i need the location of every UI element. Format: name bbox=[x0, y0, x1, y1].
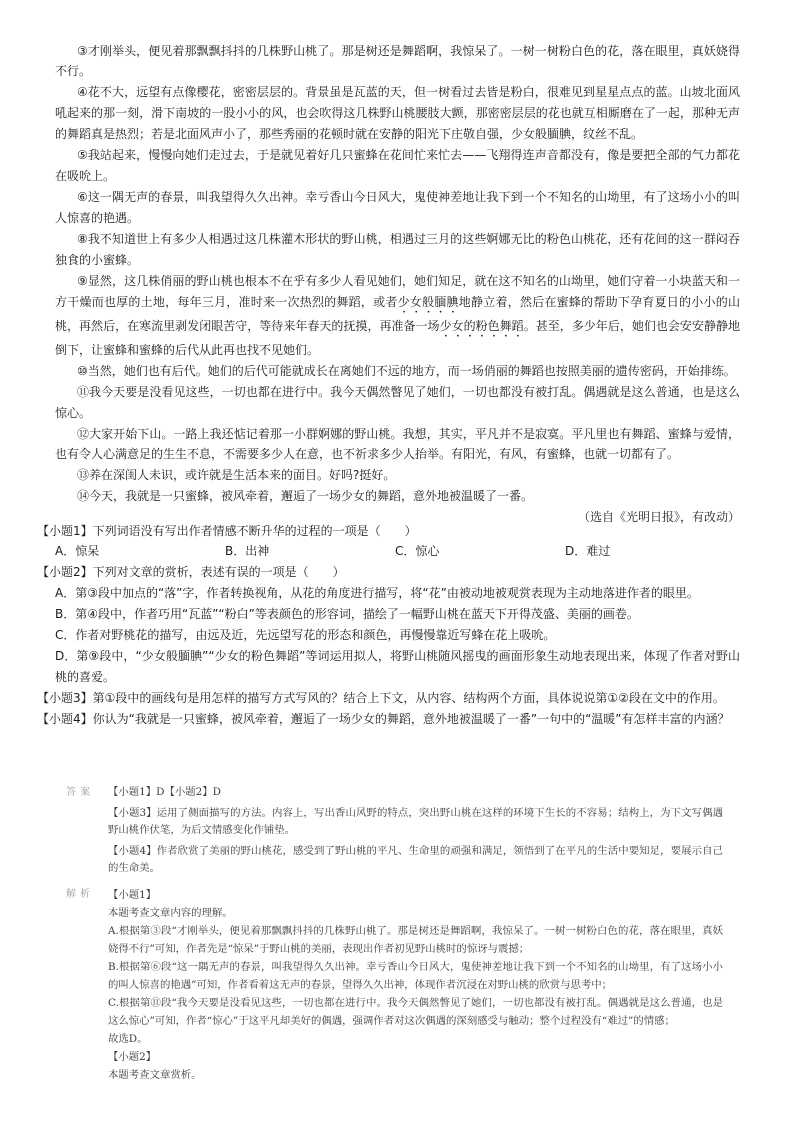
passage-paragraph-10 bbox=[55, 361, 740, 382]
paragraph-text: ⑬养在深闺人未识，或许就是生活本来的面目。好吗?挺好。 bbox=[77, 468, 396, 483]
passage-paragraph-5 bbox=[55, 145, 740, 187]
question-stem: 【小题1】下列词语没有写出作者情感不断升华的过程的一项是（ ） bbox=[37, 523, 417, 538]
passage-paragraph-8 bbox=[55, 229, 740, 271]
paragraph-text: ⑩当然，她们也有后代。她们的后代可能就成长在离她们不远的地方，而一场俏丽的舞蹈也按照美丽的遗传密码，开始排练。 bbox=[77, 363, 736, 378]
analysis-line: 本题考查文章赏析。 bbox=[108, 1069, 202, 1081]
option-d: D．第⑨段中，“少女般腼腆”“少女的粉色舞蹈”等词运用拟人，将野山桃随风摇曳的画面形象生动地表现出来，体现了作者对野山桃的喜爱。 bbox=[55, 649, 740, 685]
passage-paragraph-11 bbox=[55, 382, 740, 424]
paragraph-text: ⑫大家开始下山。一路上我还惦记着那一小群婀娜的野山桃。我想，其实，平凡并不是寂寞。平凡里也有舞蹈、蜜蜂与爱情，也有令人心满意足的生生不息，不需要多少人在意，也不祈求多少人抬举。有阳光，有风，有蜜蜂，也就一切都有了。 bbox=[55, 426, 740, 462]
analysis-line: C.根据第⑪段“我今天要是没看见这些，一切也都在进行中。我今天偶然瞥见了她们，一切也都没有被打乱。偶遇就是这么普通，也是这么惊心”可知，作者“惊心”于这平凡却美好的偶遇，强调作者对这次偶遇的深刻感受与触动；整个过程没有“难过”的情感； bbox=[108, 997, 723, 1027]
question-stem: 【小题2】下列对文章的赏析，表述有误的一项是（ ） bbox=[37, 565, 345, 580]
question-options bbox=[55, 541, 740, 562]
option-a: A．惊呆 bbox=[55, 544, 100, 559]
answer-line: 【小题4】作者欣赏了美丽的野山桃花，感受到了野山桃的平凡、生命里的顽强和满足，领悟到了在平凡的生活中要知足，要展示自己的生命美。 bbox=[108, 844, 723, 875]
paragraph-text: ⑪我今天要是没看见这些，一切也都在进行中。我今天偶然瞥见了她们，一切也都没有被打乱。偶遇就是这么普通，也是这么惊心。 bbox=[55, 384, 740, 420]
passage-paragraph-13 bbox=[55, 465, 740, 486]
answer-label: 答案 bbox=[66, 787, 94, 799]
paragraph-text: ④花不大，远望有点像樱花，密密层层的。背景虽是瓦蓝的天，但一树看过去皆是粉白，很难见到星星点点的蓝。山坡北面风吼起来的那一刻，滑下南坡的一股小小的风，也会吹得这几株野山桃腰肢大颤，那密密层层的花也就互相厮磨在了一起，那种无声的舞蹈真是热烈；若是北面风声小了，那些秀丽的花顿时就在安静的阳光下庄敬自强，少女般腼腆，纹丝不乱。 bbox=[55, 85, 740, 142]
question-3 bbox=[37, 688, 740, 709]
paragraph-text: ⑤我站起来，慢慢向她们走过去，于是就见着好几只蜜蜂在花间忙来忙去——飞翔得连声音都没有，像是要把全部的气力都花在吸吮上。 bbox=[55, 148, 740, 184]
option-a: A．第③段中加点的“落”字，作者转换视角，从花的角度进行描写，将“花”由被动地被观赏表现为主动地落进作者的眼里。 bbox=[55, 586, 699, 601]
answer-line: 【小题3】运用了侧面描写的方法。内容上，写出香山风野的特点，突出野山桃在这样的环境下生长的不容易；结构上，为下文写偶遇野山桃作伏笔，为后文情感变化作铺垫。 bbox=[108, 806, 723, 837]
analysis-line: 故选D。 bbox=[108, 1033, 148, 1045]
paragraph-text: ⑧我不知道世上有多少人相遇过这几株灌木形状的野山桃，相遇过三月的这些婀娜无比的粉色山桃花，还有花间的这一群闷吞独食的小蜜蜂。 bbox=[55, 231, 740, 267]
emphasized-phrase: 少女般腼腆 bbox=[397, 294, 459, 309]
option-c: C．惊心 bbox=[395, 544, 440, 559]
reading-passage bbox=[55, 41, 740, 529]
question-4 bbox=[37, 709, 740, 730]
passage-paragraph-6 bbox=[55, 187, 740, 229]
analysis-line: 【小题2】 bbox=[108, 1051, 157, 1063]
question-1 bbox=[37, 521, 740, 563]
question-2 bbox=[37, 562, 740, 688]
analysis-line: B.根据第⑥段“这一隅无声的春景，叫我望得久久出神。幸亏香山今日风大，鬼使神差地让我下到一个不知名的山坳里，有了这场小小的叫人惊喜的艳遇”可知，作者看着这无声的春景，望得久久出神，体现作者沉浸在对野山桃的欣赏与思考中； bbox=[108, 961, 723, 991]
answer-line: 【小题1】D【小题2】D bbox=[108, 786, 222, 799]
emphasized-phrase: 少女的粉色舞蹈 bbox=[439, 318, 524, 333]
paragraph-text: ⑥这一隅无声的春景，叫我望得久久出神。幸亏香山今日风大，鬼使神差地让我下到一个不知名的山坳里，有了这场小小的叫人惊喜的艳遇。 bbox=[55, 190, 740, 225]
analysis-section bbox=[108, 886, 723, 1084]
passage-source: （选自《光明日报》，有改动） bbox=[577, 510, 740, 525]
paragraph-text: ⑭今天，我就是一只蜜蜂，被风牵着，邂逅了一场少女的舞蹈，意外地被温暖了一番。 bbox=[77, 489, 534, 504]
option-b: B．出神 bbox=[225, 544, 270, 559]
paragraph-text: 地静立着，然后在蜜蜂的帮助下孕育夏日的小小的山桃，再然后，在寒流里剥发闭眼苦守，等待来年春天的抚摸，再准备一场 bbox=[55, 294, 740, 333]
paragraph-text: ③才刚举头，便见着那飘飘抖抖的几株野山桃了。那是树还是舞蹈啊，我惊呆了。一树一树粉白色的花，落在眼里，真妖娆得不行。 bbox=[55, 43, 740, 79]
option-c: C．作者对野桃花的描写，由远及近，先远望写花的形态和颜色，再慢慢靠近写蜂在花上吸吮。 bbox=[55, 628, 556, 643]
passage-paragraph-9 bbox=[55, 271, 740, 361]
analysis-label: 解析 bbox=[66, 889, 94, 900]
passage-paragraph-4 bbox=[55, 82, 740, 145]
passage-paragraph-12 bbox=[55, 424, 740, 466]
analysis-line: 【小题1】 bbox=[108, 889, 157, 901]
question-stem: 【小题4】你认为“我就是一只蜜蜂，被风牵着，邂逅了一场少女的舞蹈，意外地被温暖了一番”一句中的“温暖”有怎样丰富的内涵？ bbox=[37, 711, 730, 726]
option-d: D．难过 bbox=[565, 544, 611, 559]
analysis-line: A.根据第③段“才刚举头，便见着那飘飘抖抖的几株野山桃了。那是树还是舞蹈啊，我惊呆了。一树一树粉白色的花，落在眼里，真妖娆得不行”可知，作者先是“惊呆”于野山桃的美丽，表现出作者初见野山桃时的惊讶与震撼； bbox=[108, 925, 723, 955]
passage-paragraph-3 bbox=[55, 41, 740, 83]
paragraph-text: 。甚至，多少年后，她们也会安安静静地倒下，让蜜蜂和蜜蜂的后代从此再也找不见她们。 bbox=[55, 318, 740, 357]
passage-paragraph-14 bbox=[55, 486, 740, 507]
question-stem: 【小题3】第①段中的画线句是用怎样的描写方式写风的？结合上下文，从内容、结构两个方面，具体说说第①②段在文中的作用。 bbox=[37, 691, 725, 705]
option-b: B．第④段中，作者巧用“瓦蓝”“粉白”等表颜色的形容词，描绘了一幅野山桃在蓝天下开得茂盛、美丽的画卷。 bbox=[55, 607, 639, 622]
question-list bbox=[37, 521, 740, 730]
answer-section bbox=[108, 784, 723, 881]
paragraph-text: ⑨显然，这几株俏丽的野山桃也根本不在乎有多少人看见她们，她们知足，就在这不知名的山坳里，她们守着一小块蓝天和一方干燥而也厚的土地，每年三月，准时来一次热烈的舞蹈，或者 bbox=[55, 273, 740, 309]
analysis-line: 本题考查文章内容的理解。 bbox=[108, 907, 233, 919]
